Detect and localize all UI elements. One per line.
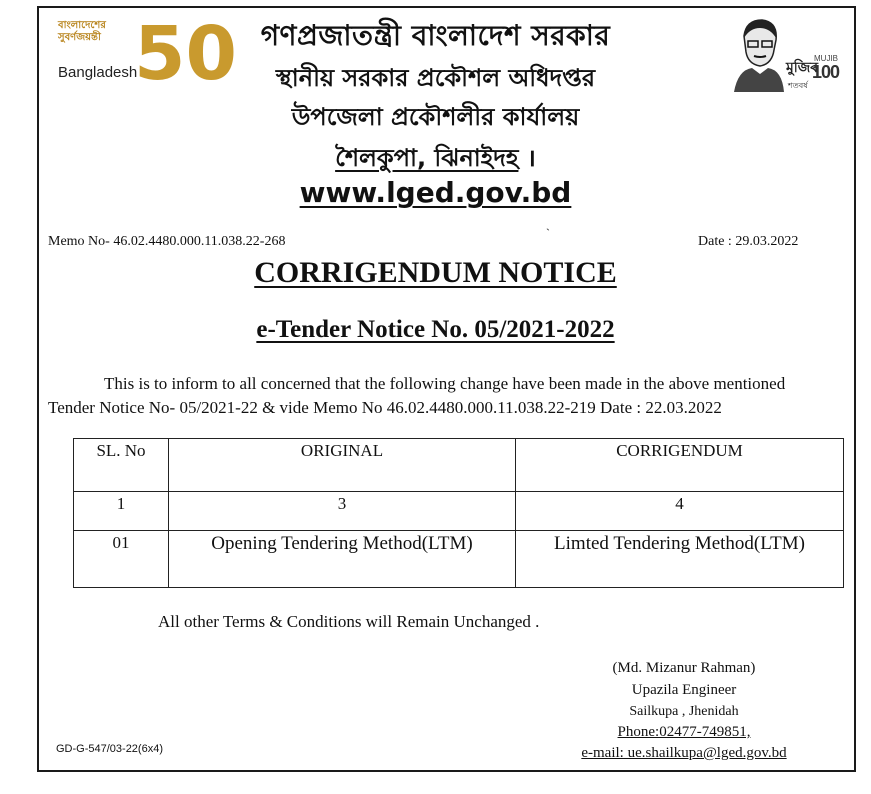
- body-line-2: Tender Notice No- 05/2021-22 & vide Memo No 46.02.4480.000.11.038.22-219 Date : 22.03.2022: [48, 398, 722, 417]
- body-line-1: This is to inform to all concerned that the following change have been made in the above mentioned: [104, 374, 786, 393]
- department-title: স্থানীয় সরকার প্রকৌশল অধিদপ্তর: [275, 64, 596, 92]
- signatory-name: (Md. Mizanur Rahman): [612, 660, 756, 676]
- logo-number: 50: [134, 11, 237, 97]
- website-link[interactable]: [0, 176, 871, 209]
- signatory-email[interactable]: e-mail: ue.shailkupa@lged.gov.bd: [581, 745, 787, 761]
- index-cell: 1: [74, 492, 169, 531]
- table-index-row: [74, 492, 844, 531]
- index-cell: 3: [169, 492, 516, 531]
- mujib-hundred: 100: [812, 62, 840, 82]
- header-sl: SL. No: [74, 439, 169, 492]
- header-original: ORIGINAL: [169, 439, 516, 492]
- signatory-location: Sailkupa , Jhenidah: [629, 704, 739, 719]
- ad-code: GD-G-547/03-22(6x4): [56, 743, 163, 755]
- row-original: Opening Tendering Method(LTM): [169, 531, 516, 588]
- memo-date: Date : 29.03.2022: [698, 234, 799, 249]
- location-end: ।: [518, 144, 536, 172]
- row-corrigendum: Limted Tendering Method(LTM): [516, 531, 844, 588]
- signatory-phone[interactable]: Phone:02477-749851,: [617, 724, 751, 740]
- notice-title: [0, 256, 871, 290]
- mujib-sub: MUJIB: [814, 54, 838, 63]
- notice-subtitle: [0, 316, 871, 344]
- row-sl: 01: [74, 531, 169, 588]
- logo-country: Bangladesh: [58, 64, 138, 81]
- memo-number: Memo No- 46.02.4480.000.11.038.22-268: [48, 234, 286, 249]
- table-header-row: [74, 439, 844, 492]
- office-location: [0, 140, 871, 180]
- other-terms: All other Terms & Conditions will Remain Unchanged .: [158, 612, 540, 631]
- table-row: [74, 531, 844, 588]
- index-cell: 4: [516, 492, 844, 531]
- mujib-title: মুজিব: [786, 60, 819, 76]
- notice-subtitle-text: e-Tender Notice No. 05/2021-2022: [256, 316, 615, 343]
- mujib-small: শতবর্ষ: [788, 81, 808, 90]
- location-text: শৈলকুপা, ঝিনাইদহ: [335, 144, 519, 172]
- notice-title-text: CORRIGENDUM NOTICE: [254, 256, 617, 289]
- memo-mark: `: [546, 226, 550, 240]
- office-title: উপজেলা প্রকৌশলীর কার্যালয়: [291, 103, 580, 131]
- govt-title: গণপ্রজাতন্ত্রী বাংলাদেশ সরকার: [260, 19, 611, 52]
- website-text[interactable]: www.lged.gov.bd: [299, 176, 572, 209]
- header-corrigendum: CORRIGENDUM: [516, 439, 844, 492]
- logo-tagline: বাংলাদেশের সুবর্ণজয়ন্তী: [58, 20, 106, 43]
- corrigendum-table: [73, 438, 844, 588]
- signatory-designation: Upazila Engineer: [631, 682, 737, 698]
